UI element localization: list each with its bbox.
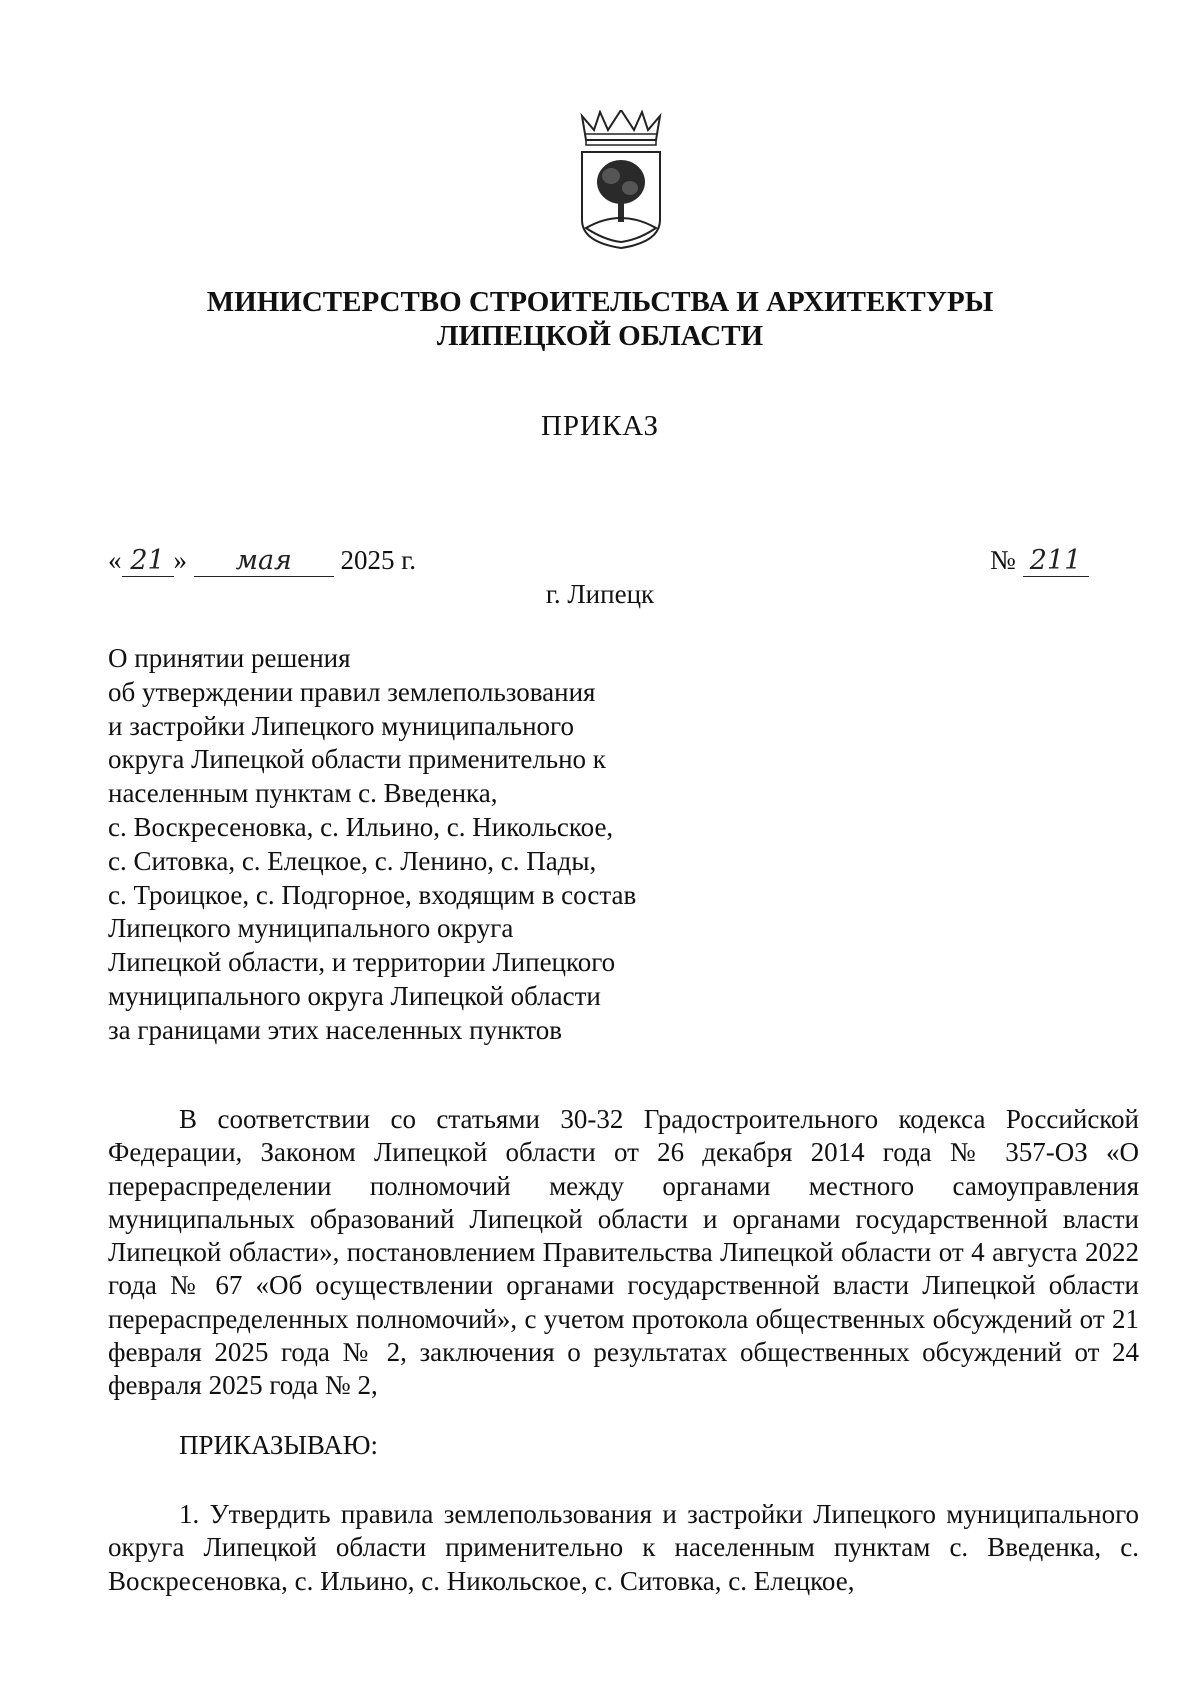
subject-line: муниципального округа Липецкой области (108, 980, 601, 1011)
document-type: ПРИКАЗ (540, 410, 660, 442)
subject-line: с. Ситовка, с. Елецкое, с. Ленино, с. Пады, (108, 845, 597, 876)
subject-line: округа Липецкой области применительно к (108, 744, 606, 775)
date-month: мая (194, 546, 334, 577)
date-year: 2025 г. (340, 545, 417, 575)
number-sign: № (990, 545, 1016, 575)
subject-line: с. Троицкое, с. Подгорное, входящим в состав (108, 879, 637, 910)
quote-open: « (108, 545, 122, 575)
document-subject (108, 642, 636, 1048)
subject-line: О принятии решения (108, 643, 351, 673)
order-word: ПРИКАЗЫВАЮ: (179, 1430, 378, 1460)
subject-line: населенным пунктам с. Введенка, (108, 778, 498, 809)
subject-line: и застройки Липецкого муниципального (108, 710, 574, 741)
quote-close: » (173, 545, 187, 575)
ministry-name-line-1: МИНИСТЕРСТВО СТРОИТЕЛЬСТВА И АРХИТЕКТУРЫ (206, 286, 994, 318)
subject-line: об утверждении правил землепользования (108, 676, 596, 707)
document-date (108, 545, 416, 577)
subject-line: Липецкой области, и территории Липецкого (108, 947, 616, 978)
document-city: г. Липецк (545, 579, 655, 609)
number-value: 211 (1023, 546, 1089, 577)
preamble-paragraph: В соответствии со статьями 30-32 Градостроительного кодекса Российской Федерации, Законом Липецкой области от 26 декабря 2014 года № 357-ОЗ «О перераспределении полномочий между органами местного самоуправления муниципальных образований Липецкой области и органами государственной власти Липецкой области», постановлением Правительства Липецкой области от 4 августа 2022 года № 67 «Об осуществлении органами государственной власти Липецкой области перераспределенных полномочий», с учетом протокола общественных обсуждений от 21 февраля 2025 года № 2, заключения о результатах общественных обсуждений от 24 февраля 2025 года № 2, (108, 1104, 1139, 1401)
subject-line: Липецкого муниципального округа (108, 913, 514, 944)
subject-line: за границами этих населенных пунктов (108, 1014, 562, 1045)
subject-line: с. Воскресеновка, с. Ильино, с. Никольское, (108, 811, 614, 842)
ministry-name-line-2: ЛИПЕЦКОЙ ОБЛАСТИ (436, 320, 764, 352)
document-number (990, 545, 1089, 577)
ministry-name (0, 285, 1200, 353)
order-item-1: 1. Утвердить правила землепользования и застройки Липецкого муниципального округа Липецкой области применительно к населенным пунктам с. Введенка, с. Воскресеновка, с. Ильино, с. Никольское, с. Ситовка, с. Елецкое, (108, 1499, 1139, 1596)
lipetsk-coat-of-arms-icon (576, 110, 666, 250)
date-day: 21 (122, 546, 174, 577)
